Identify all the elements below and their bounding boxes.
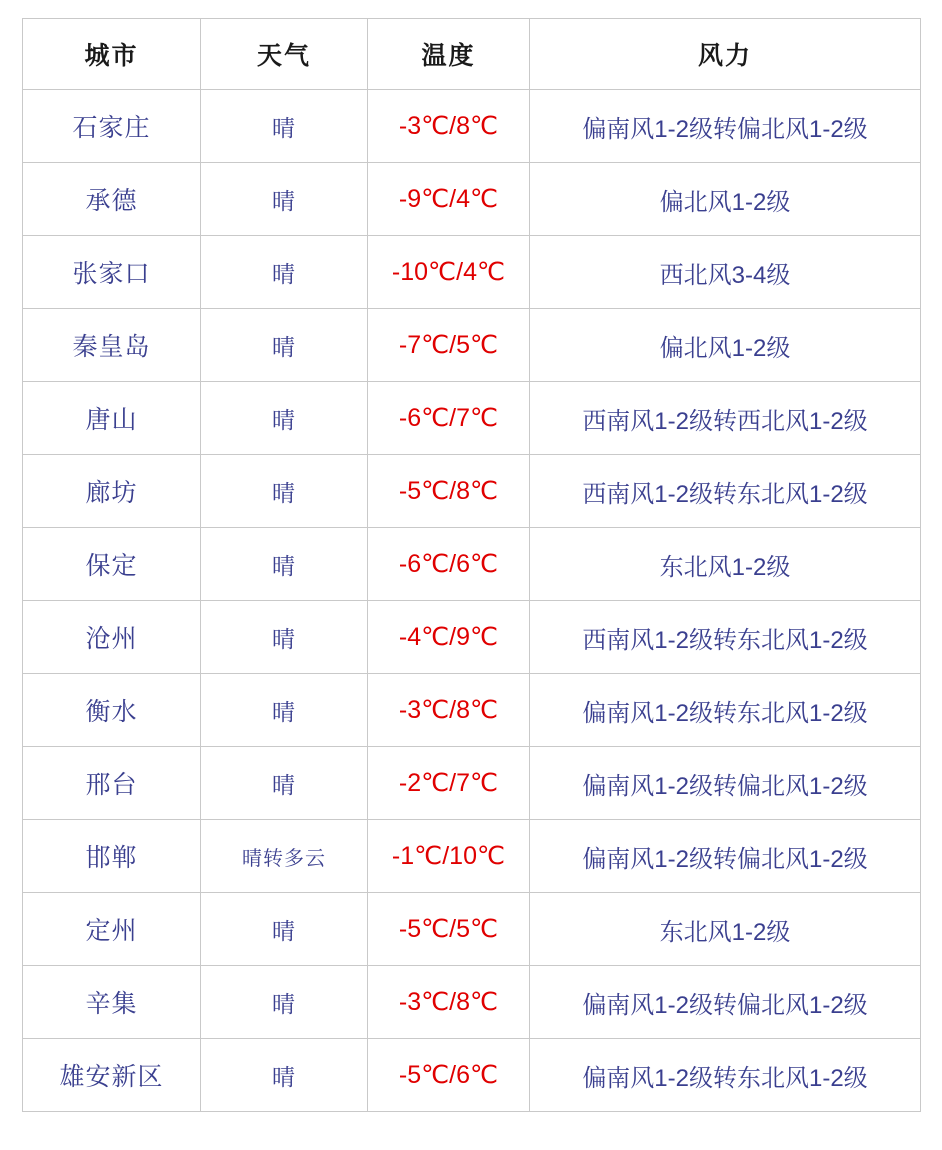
cell-weather: 晴 xyxy=(201,1039,368,1112)
cell-weather: 晴 xyxy=(201,674,368,747)
cell-weather: 晴 xyxy=(201,455,368,528)
cell-wind: 西北风3-4级 xyxy=(530,236,921,309)
cell-wind: 偏南风1-2级转偏北风1-2级 xyxy=(530,90,921,163)
cell-weather: 晴转多云 xyxy=(201,820,368,893)
cell-temperature: -5℃/8℃ xyxy=(368,455,530,528)
cell-weather: 晴 xyxy=(201,236,368,309)
table-row xyxy=(23,455,921,528)
cell-city: 石家庄 xyxy=(23,90,201,163)
cell-city: 雄安新区 xyxy=(23,1039,201,1112)
cell-city: 邢台 xyxy=(23,747,201,820)
table-row xyxy=(23,893,921,966)
cell-wind: 偏南风1-2级转偏北风1-2级 xyxy=(530,966,921,1039)
table-header xyxy=(23,19,921,90)
table-row xyxy=(23,966,921,1039)
column-header-temperature: 温度 xyxy=(368,19,530,90)
cell-temperature: -5℃/5℃ xyxy=(368,893,530,966)
cell-wind: 东北风1-2级 xyxy=(530,528,921,601)
cell-city: 保定 xyxy=(23,528,201,601)
table-row xyxy=(23,747,921,820)
column-header-city: 城市 xyxy=(23,19,201,90)
table-row xyxy=(23,674,921,747)
table-row xyxy=(23,90,921,163)
cell-weather: 晴 xyxy=(201,601,368,674)
cell-wind: 偏南风1-2级转东北风1-2级 xyxy=(530,1039,921,1112)
table-row xyxy=(23,820,921,893)
cell-city: 唐山 xyxy=(23,382,201,455)
cell-weather: 晴 xyxy=(201,528,368,601)
table-row xyxy=(23,528,921,601)
cell-wind: 偏南风1-2级转东北风1-2级 xyxy=(530,674,921,747)
cell-weather: 晴 xyxy=(201,309,368,382)
cell-temperature: -3℃/8℃ xyxy=(368,674,530,747)
cell-weather: 晴 xyxy=(201,747,368,820)
city-weather-table xyxy=(22,18,921,1112)
cell-wind: 偏南风1-2级转偏北风1-2级 xyxy=(530,820,921,893)
cell-city: 定州 xyxy=(23,893,201,966)
cell-weather: 晴 xyxy=(201,163,368,236)
cell-weather: 晴 xyxy=(201,90,368,163)
cell-city: 邯郸 xyxy=(23,820,201,893)
cell-temperature: -5℃/6℃ xyxy=(368,1039,530,1112)
table-body xyxy=(23,90,921,1112)
table-row xyxy=(23,1039,921,1112)
cell-temperature: -6℃/6℃ xyxy=(368,528,530,601)
cell-wind: 偏北风1-2级 xyxy=(530,309,921,382)
cell-wind: 偏南风1-2级转偏北风1-2级 xyxy=(530,747,921,820)
cell-wind: 西南风1-2级转东北风1-2级 xyxy=(530,601,921,674)
cell-weather: 晴 xyxy=(201,893,368,966)
table-row xyxy=(23,382,921,455)
cell-city: 张家口 xyxy=(23,236,201,309)
cell-temperature: -4℃/9℃ xyxy=(368,601,530,674)
cell-city: 辛集 xyxy=(23,966,201,1039)
column-header-wind: 风力 xyxy=(530,19,921,90)
cell-city: 衡水 xyxy=(23,674,201,747)
cell-city: 承德 xyxy=(23,163,201,236)
cell-temperature: -10℃/4℃ xyxy=(368,236,530,309)
table-header-row xyxy=(23,19,921,90)
cell-city: 沧州 xyxy=(23,601,201,674)
cell-temperature: -3℃/8℃ xyxy=(368,966,530,1039)
cell-weather: 晴 xyxy=(201,966,368,1039)
cell-temperature: -2℃/7℃ xyxy=(368,747,530,820)
table-row xyxy=(23,163,921,236)
table-row xyxy=(23,309,921,382)
cell-wind: 西南风1-2级转东北风1-2级 xyxy=(530,455,921,528)
cell-city: 秦皇岛 xyxy=(23,309,201,382)
cell-wind: 西南风1-2级转西北风1-2级 xyxy=(530,382,921,455)
cell-temperature: -1℃/10℃ xyxy=(368,820,530,893)
cell-temperature: -3℃/8℃ xyxy=(368,90,530,163)
cell-temperature: -7℃/5℃ xyxy=(368,309,530,382)
table-row xyxy=(23,601,921,674)
cell-wind: 东北风1-2级 xyxy=(530,893,921,966)
cell-temperature: -9℃/4℃ xyxy=(368,163,530,236)
cell-city: 廊坊 xyxy=(23,455,201,528)
cell-weather: 晴 xyxy=(201,382,368,455)
cell-wind: 偏北风1-2级 xyxy=(530,163,921,236)
column-header-weather: 天气 xyxy=(201,19,368,90)
cell-temperature: -6℃/7℃ xyxy=(368,382,530,455)
table-row xyxy=(23,236,921,309)
